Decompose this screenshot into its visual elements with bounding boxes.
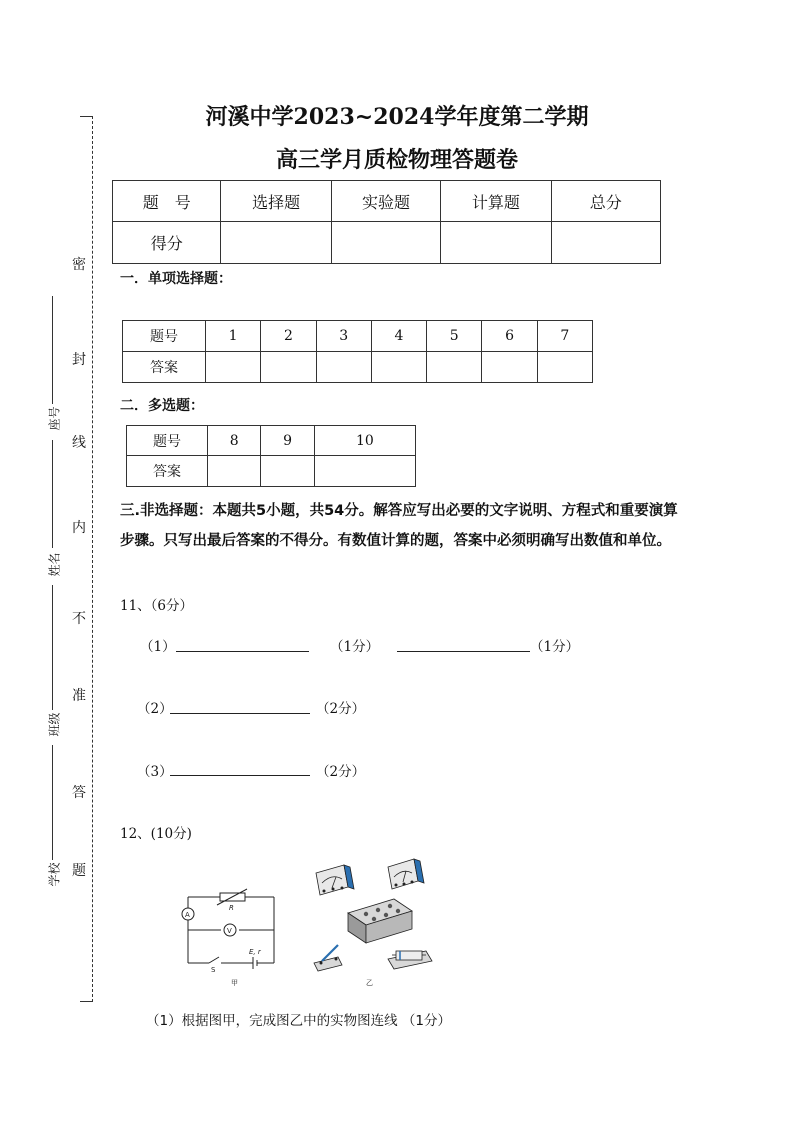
score-header-cell: 实验题 <box>331 181 440 222</box>
answer-cell[interactable] <box>261 352 316 383</box>
seal-char: 题 <box>72 863 86 879</box>
q11-part1-blank-b[interactable] <box>397 651 530 652</box>
exam-title: 河溪中学2023~2024学年度第二学期 <box>205 104 589 130</box>
seat-number-label: 座号 <box>47 406 62 431</box>
answer-cell[interactable] <box>482 352 537 383</box>
question-number: 2 <box>261 321 316 352</box>
question-number: 3 <box>316 321 371 352</box>
name-line <box>52 440 53 548</box>
score-header-cell: 计算题 <box>441 181 551 222</box>
answer-cell[interactable] <box>371 352 426 383</box>
seal-char: 内 <box>72 520 86 536</box>
q12-part1-text: （1）根据图甲，完成图乙中的实物图连线 （1分） <box>146 1013 451 1029</box>
question-number: 4 <box>371 321 426 352</box>
figure-b-caption: 乙 <box>366 979 373 987</box>
seal-char: 准 <box>72 688 86 704</box>
section1-title: 一．单项选择题： <box>120 271 232 287</box>
answer-cell[interactable] <box>208 456 261 487</box>
seal-char: 答 <box>72 785 86 801</box>
answer-cell[interactable] <box>316 352 371 383</box>
q11-part1-points-a: （1分） <box>330 639 380 655</box>
school-line <box>52 745 53 860</box>
answer-label: 答案 <box>123 352 206 383</box>
q11-part3-points: （2分） <box>316 764 366 780</box>
question-number: 5 <box>427 321 482 352</box>
class-label: 班级 <box>47 712 62 737</box>
ammeter-device-icon <box>316 865 354 895</box>
source-label: E, r <box>249 948 261 956</box>
score-row-label: 得分 <box>113 222 221 264</box>
question-number: 10 <box>314 426 415 456</box>
score-header-cell: 选择题 <box>221 181 331 222</box>
q11-part3-blank[interactable] <box>170 775 310 776</box>
question-number: 8 <box>208 426 261 456</box>
score-cell[interactable] <box>441 222 551 264</box>
battery-device-icon <box>388 951 432 969</box>
ammeter-label: A <box>185 911 190 919</box>
q11-part1-number: （1） <box>140 639 176 655</box>
seal-char: 密 <box>72 257 86 273</box>
resistor-label: R <box>229 904 234 912</box>
margin-tick-bottom <box>80 1001 92 1002</box>
seal-char: 封 <box>72 352 86 368</box>
voltmeter-device-icon <box>388 859 424 889</box>
section2-title: 二．多选题： <box>120 398 204 414</box>
question-number: 9 <box>261 426 314 456</box>
q11-label: 11、（6分） <box>120 598 194 614</box>
answer-cell[interactable] <box>261 456 314 487</box>
seat-number-line <box>52 296 53 404</box>
figure-a-caption: 甲 <box>231 979 238 987</box>
seal-dashed-line <box>92 116 93 1002</box>
q12-label: 12、(10分) <box>120 826 192 842</box>
question-number: 6 <box>482 321 537 352</box>
q11-part2-blank[interactable] <box>170 713 310 714</box>
score-table <box>112 180 661 264</box>
resistance-box-icon <box>348 899 412 943</box>
q11-part2-number: （2） <box>137 701 173 717</box>
answer-label: 答案 <box>127 456 208 487</box>
switch-icon <box>209 957 219 963</box>
switch-device-icon <box>314 945 342 971</box>
multi-choice-table <box>126 425 416 487</box>
answer-cell[interactable] <box>206 352 261 383</box>
seal-char: 线 <box>72 435 86 451</box>
exam-subtitle: 高三学月质检物理答题卷 <box>275 147 518 173</box>
name-label: 姓名 <box>47 552 62 577</box>
q11-part1-blank-a[interactable] <box>176 651 309 652</box>
q11-part1-points-b: （1分） <box>530 639 580 655</box>
voltmeter-label: V <box>227 927 232 935</box>
score-cell[interactable] <box>221 222 331 264</box>
score-cell[interactable] <box>551 222 660 264</box>
single-choice-table <box>122 320 593 383</box>
school-label: 学校 <box>47 862 62 887</box>
circuit-diagram-a <box>175 885 285 990</box>
question-number-label: 题号 <box>123 321 206 352</box>
score-cell[interactable] <box>331 222 440 264</box>
score-header-cell: 题 号 <box>113 181 221 222</box>
answer-cell[interactable] <box>537 352 592 383</box>
answer-cell[interactable] <box>314 456 415 487</box>
seal-char: 不 <box>72 611 86 627</box>
question-number: 7 <box>537 321 592 352</box>
score-header-cell: 总分 <box>551 181 660 222</box>
apparatus-diagram-b <box>308 855 438 990</box>
question-number: 1 <box>206 321 261 352</box>
question-number-label: 题号 <box>127 426 208 456</box>
class-line <box>52 585 53 710</box>
switch-label: S <box>211 966 216 974</box>
answer-cell[interactable] <box>427 352 482 383</box>
section3-instructions: 三.非选择题：本题共5小题，共54分。解答应写出必要的文字说明、方程式和重要演算步骤。只写出最后答案的不得分。有数值计算的题，答案中必须明确写出数值和单位。 <box>120 503 678 549</box>
q11-part2-points: （2分） <box>316 701 366 717</box>
q11-part3-number: （3） <box>137 764 173 780</box>
